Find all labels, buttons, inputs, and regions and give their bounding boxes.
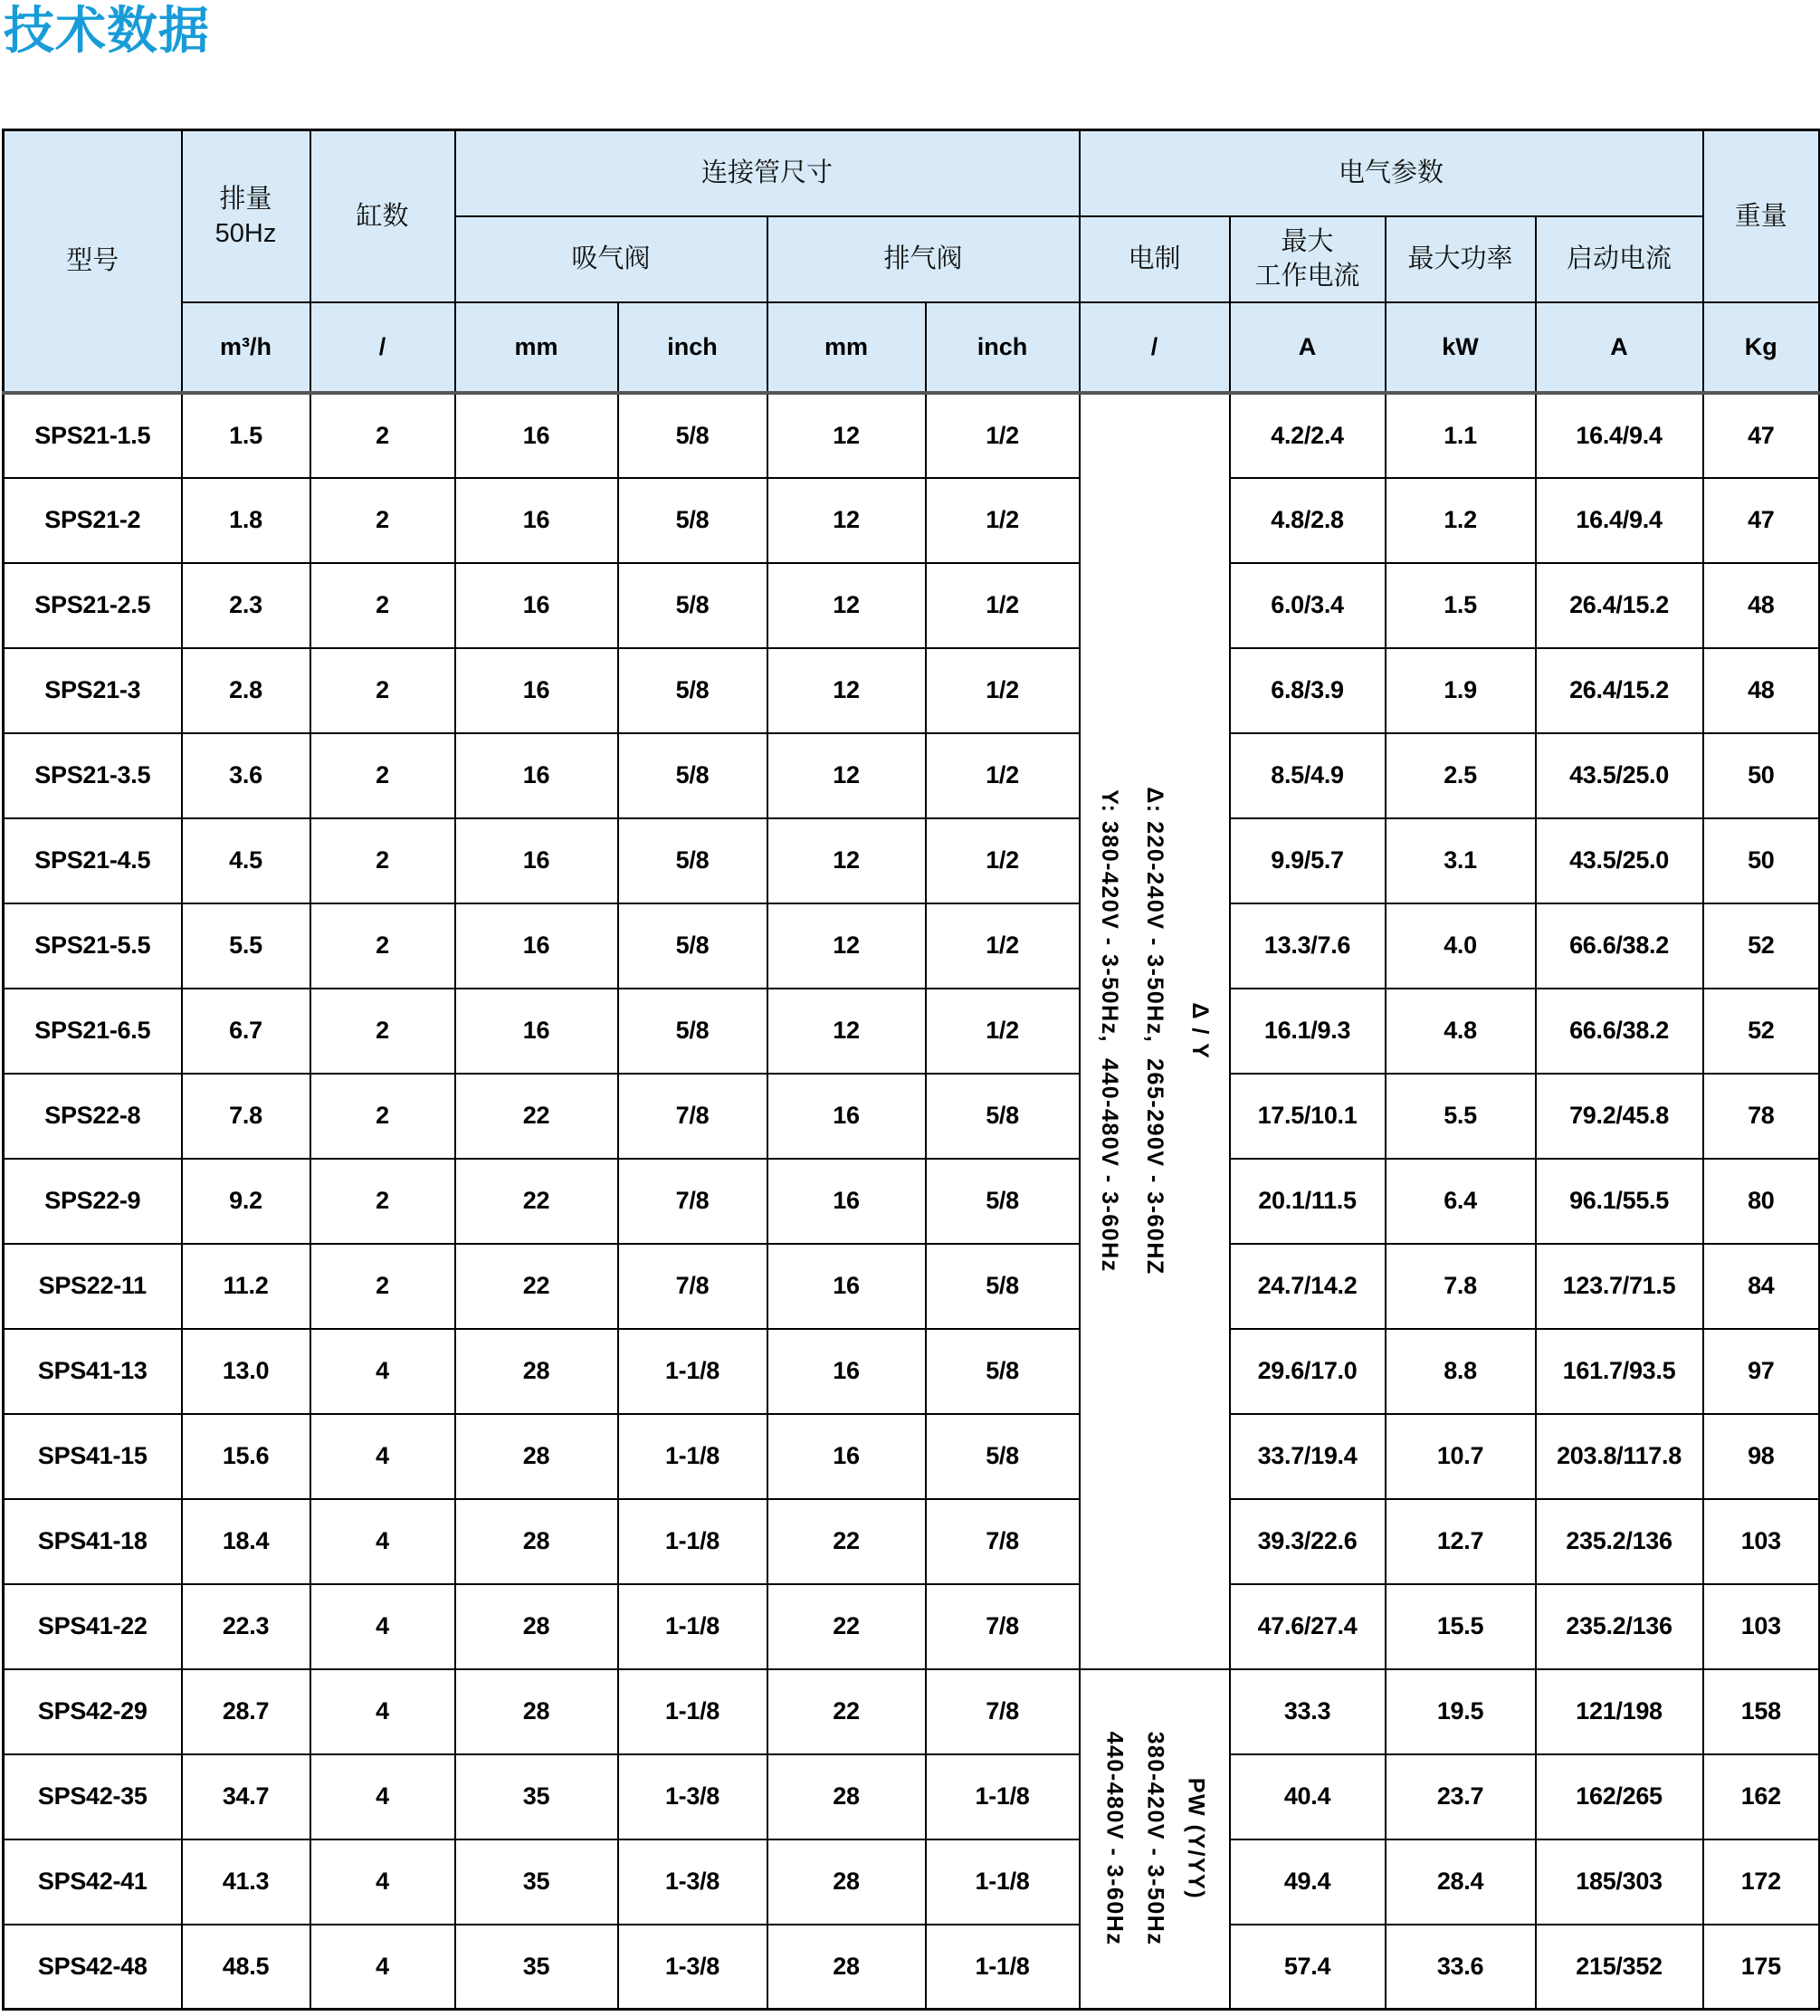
max-current-cell: 13.3/7.6 [1230,903,1386,989]
max-power-cell: 8.8 [1386,1329,1536,1414]
cylinders-cell: 4 [310,1925,455,2010]
power-supply-delta-y-label: Δ / Y [1186,1002,1213,1060]
suction-mm-cell: 16 [455,989,618,1074]
start-current-cell: 121/198 [1536,1669,1703,1754]
max-current-cell: 29.6/17.0 [1230,1329,1386,1414]
discharge-mm-cell: 16 [767,1244,926,1329]
discharge-mm-cell: 12 [767,648,926,733]
max-current-cell: 33.3 [1230,1669,1386,1754]
weight-cell: 80 [1703,1159,1820,1244]
header-suction-valve: 吸气阀 [455,216,767,302]
table-row [4,1499,1820,1584]
suction-mm-cell: 16 [455,733,618,818]
cylinders-cell: 2 [310,393,455,478]
cylinders-cell: 2 [310,478,455,563]
suction-inch-cell: 1-1/8 [618,1584,767,1669]
displacement-cell: 41.3 [182,1839,310,1925]
suction-inch-cell: 1-3/8 [618,1925,767,2010]
table-row [4,1669,1820,1754]
max-power-cell: 6.4 [1386,1159,1536,1244]
table-row [4,903,1820,989]
max-current-cell: 4.2/2.4 [1230,393,1386,478]
max-power-cell: 7.8 [1386,1244,1536,1329]
model-cell: SPS42-29 [4,1669,182,1754]
max-current-cell: 49.4 [1230,1839,1386,1925]
table-row [4,733,1820,818]
max-current-cell: 6.8/3.9 [1230,648,1386,733]
table-row [4,1074,1820,1159]
suction-inch-cell: 7/8 [618,1244,767,1329]
unit-cylinders: / [310,302,455,393]
power-supply-delta-y-line1: Δ: 220-240V - 3-50Hz, 265-290V - 3-60HZ [1141,787,1167,1276]
suction-mm-cell: 35 [455,1754,618,1839]
power-supply-pw-cell [1080,1669,1230,2010]
start-current-cell: 43.5/25.0 [1536,733,1703,818]
discharge-mm-cell: 22 [767,1584,926,1669]
suction-mm-cell: 35 [455,1839,618,1925]
max-current-cell: 47.6/27.4 [1230,1584,1386,1669]
displacement-cell: 2.8 [182,648,310,733]
weight-cell: 98 [1703,1414,1820,1499]
cylinders-cell: 2 [310,1244,455,1329]
header-displacement-line1: 排量 [219,184,272,214]
suction-inch-cell: 5/8 [618,478,767,563]
max-power-cell: 5.5 [1386,1074,1536,1159]
max-current-cell: 6.0/3.4 [1230,563,1386,648]
max-current-cell: 57.4 [1230,1925,1386,2010]
suction-mm-cell: 16 [455,903,618,989]
discharge-mm-cell: 12 [767,478,926,563]
suction-mm-cell: 16 [455,563,618,648]
page-title: 技术数据 [4,2,210,59]
discharge-inch-cell: 1/2 [926,393,1080,478]
start-current-cell: 123.7/71.5 [1536,1244,1703,1329]
max-current-cell: 20.1/11.5 [1230,1159,1386,1244]
max-current-cell: 4.8/2.8 [1230,478,1386,563]
cylinders-cell: 4 [310,1669,455,1754]
discharge-mm-cell: 16 [767,1329,926,1414]
suction-inch-cell: 5/8 [618,989,767,1074]
start-current-cell: 185/303 [1536,1839,1703,1925]
max-power-cell: 1.2 [1386,478,1536,563]
discharge-mm-cell: 16 [767,1414,926,1499]
cylinders-cell: 4 [310,1584,455,1669]
model-cell: SPS21-4.5 [4,818,182,903]
table-header [4,130,1820,393]
suction-mm-cell: 16 [455,393,618,478]
spec-table [2,129,1820,2011]
displacement-cell: 22.3 [182,1584,310,1669]
power-supply-pw-label: PW (Y/YY) [1183,1778,1209,1900]
unit-max-current: A [1230,302,1386,393]
weight-cell: 48 [1703,648,1820,733]
cylinders-cell: 2 [310,818,455,903]
displacement-cell: 9.2 [182,1159,310,1244]
unit-power-supply: / [1080,302,1230,393]
displacement-cell: 28.7 [182,1669,310,1754]
suction-mm-cell: 28 [455,1329,618,1414]
power-supply-delta-y-cell [1080,393,1230,1669]
displacement-cell: 18.4 [182,1499,310,1584]
discharge-mm-cell: 12 [767,393,926,478]
discharge-inch-cell: 5/8 [926,1074,1080,1159]
table-row [4,1839,1820,1925]
model-cell: SPS42-48 [4,1925,182,2010]
suction-inch-cell: 5/8 [618,648,767,733]
start-current-cell: 16.4/9.4 [1536,478,1703,563]
weight-cell: 50 [1703,733,1820,818]
model-cell: SPS21-1.5 [4,393,182,478]
cylinders-cell: 4 [310,1329,455,1414]
max-current-cell: 17.5/10.1 [1230,1074,1386,1159]
model-cell: SPS21-5.5 [4,903,182,989]
cylinders-cell: 2 [310,733,455,818]
discharge-inch-cell: 5/8 [926,1329,1080,1414]
table-body [4,393,1820,2010]
header-displacement [182,130,310,302]
model-cell: SPS21-2 [4,478,182,563]
weight-cell: 52 [1703,903,1820,989]
weight-cell: 78 [1703,1074,1820,1159]
weight-cell: 84 [1703,1244,1820,1329]
header-power-supply: 电制 [1080,216,1230,302]
header-displacement-line2: 50Hz [214,218,277,248]
max-current-cell: 8.5/4.9 [1230,733,1386,818]
suction-mm-cell: 16 [455,818,618,903]
power-supply-pw-line1: 380-420V - 3-50Hz [1142,1731,1168,1946]
weight-cell: 162 [1703,1754,1820,1839]
header-max-current-line1: 最大 [1281,227,1334,256]
table-row [4,1754,1820,1839]
max-power-cell: 23.7 [1386,1754,1536,1839]
unit-discharge-mm: mm [767,302,926,393]
discharge-mm-cell: 28 [767,1839,926,1925]
model-cell: SPS22-9 [4,1159,182,1244]
table-row [4,989,1820,1074]
model-cell: SPS41-15 [4,1414,182,1499]
max-current-cell: 39.3/22.6 [1230,1499,1386,1584]
cylinders-cell: 2 [310,989,455,1074]
discharge-inch-cell: 1/2 [926,818,1080,903]
weight-cell: 47 [1703,478,1820,563]
suction-mm-cell: 22 [455,1074,618,1159]
header-electrical: 电气参数 [1080,130,1703,216]
model-cell: SPS22-11 [4,1244,182,1329]
start-current-cell: 16.4/9.4 [1536,393,1703,478]
cylinders-cell: 2 [310,648,455,733]
discharge-inch-cell: 1-1/8 [926,1925,1080,2010]
discharge-mm-cell: 28 [767,1754,926,1839]
suction-inch-cell: 1-3/8 [618,1839,767,1925]
weight-cell: 103 [1703,1584,1820,1669]
header-model: 型号 [4,130,182,393]
start-current-cell: 235.2/136 [1536,1499,1703,1584]
header-start-current: 启动电流 [1536,216,1703,302]
model-cell: SPS21-6.5 [4,989,182,1074]
power-supply-pw-text [1093,1676,1215,2002]
weight-cell: 103 [1703,1499,1820,1584]
cylinders-cell: 2 [310,1074,455,1159]
discharge-inch-cell: 1-1/8 [926,1839,1080,1925]
header-max-current [1230,216,1386,302]
power-supply-delta-y-line2: Y: 380-420V - 3-50Hz, 440-480V - 3-60Hz [1096,789,1122,1273]
start-current-cell: 215/352 [1536,1925,1703,2010]
cylinders-cell: 4 [310,1754,455,1839]
start-current-cell: 66.6/38.2 [1536,903,1703,989]
max-power-cell: 4.0 [1386,903,1536,989]
model-cell: SPS42-41 [4,1839,182,1925]
max-power-cell: 3.1 [1386,818,1536,903]
max-power-cell: 1.5 [1386,563,1536,648]
suction-inch-cell: 1-1/8 [618,1669,767,1754]
discharge-inch-cell: 5/8 [926,1414,1080,1499]
discharge-mm-cell: 12 [767,903,926,989]
start-current-cell: 66.6/38.2 [1536,989,1703,1074]
displacement-cell: 7.8 [182,1074,310,1159]
power-supply-delta-y-text [1087,678,1223,1384]
max-power-cell: 4.8 [1386,989,1536,1074]
suction-inch-cell: 7/8 [618,1159,767,1244]
suction-inch-cell: 1-1/8 [618,1499,767,1584]
suction-inch-cell: 5/8 [618,563,767,648]
cylinders-cell: 2 [310,563,455,648]
discharge-mm-cell: 12 [767,818,926,903]
start-current-cell: 43.5/25.0 [1536,818,1703,903]
discharge-inch-cell: 7/8 [926,1584,1080,1669]
max-power-cell: 1.1 [1386,393,1536,478]
discharge-mm-cell: 12 [767,989,926,1074]
discharge-mm-cell: 12 [767,733,926,818]
header-max-current-line2: 工作电流 [1254,262,1360,291]
suction-inch-cell: 1-3/8 [618,1754,767,1839]
start-current-cell: 96.1/55.5 [1536,1159,1703,1244]
displacement-cell: 34.7 [182,1754,310,1839]
suction-mm-cell: 35 [455,1925,618,2010]
discharge-inch-cell: 1/2 [926,563,1080,648]
weight-cell: 50 [1703,818,1820,903]
suction-inch-cell: 1-1/8 [618,1329,767,1414]
max-current-cell: 40.4 [1230,1754,1386,1839]
suction-mm-cell: 28 [455,1669,618,1754]
suction-mm-cell: 28 [455,1414,618,1499]
weight-cell: 52 [1703,989,1820,1074]
table-row [4,1244,1820,1329]
displacement-cell: 4.5 [182,818,310,903]
weight-cell: 158 [1703,1669,1820,1754]
discharge-inch-cell: 1/2 [926,903,1080,989]
displacement-cell: 2.3 [182,563,310,648]
table-row [4,648,1820,733]
unit-start-current: A [1536,302,1703,393]
unit-suction-inch: inch [618,302,767,393]
discharge-inch-cell: 5/8 [926,1244,1080,1329]
model-cell: SPS41-13 [4,1329,182,1414]
discharge-inch-cell: 5/8 [926,1159,1080,1244]
displacement-cell: 3.6 [182,733,310,818]
model-cell: SPS21-3 [4,648,182,733]
start-current-cell: 162/265 [1536,1754,1703,1839]
unit-weight: Kg [1703,302,1820,393]
max-power-cell: 28.4 [1386,1839,1536,1925]
model-cell: SPS41-18 [4,1499,182,1584]
table-row [4,478,1820,563]
start-current-cell: 161.7/93.5 [1536,1329,1703,1414]
max-power-cell: 10.7 [1386,1414,1536,1499]
unit-discharge-inch: inch [926,302,1080,393]
suction-mm-cell: 22 [455,1244,618,1329]
table-row [4,563,1820,648]
header-weight: 重量 [1703,130,1820,302]
model-cell: SPS42-35 [4,1754,182,1839]
table-row [4,1329,1820,1414]
model-cell: SPS21-2.5 [4,563,182,648]
discharge-inch-cell: 7/8 [926,1499,1080,1584]
table-row [4,1584,1820,1669]
header-pipe-size: 连接管尺寸 [455,130,1080,216]
discharge-inch-cell: 1-1/8 [926,1754,1080,1839]
discharge-inch-cell: 1/2 [926,733,1080,818]
weight-cell: 175 [1703,1925,1820,2010]
suction-mm-cell: 16 [455,648,618,733]
cylinders-cell: 4 [310,1499,455,1584]
unit-displacement: m³/h [182,302,310,393]
unit-suction-mm: mm [455,302,618,393]
discharge-mm-cell: 16 [767,1159,926,1244]
max-current-cell: 24.7/14.2 [1230,1244,1386,1329]
suction-inch-cell: 5/8 [618,818,767,903]
discharge-mm-cell: 12 [767,563,926,648]
start-current-cell: 203.8/117.8 [1536,1414,1703,1499]
model-cell: SPS41-22 [4,1584,182,1669]
displacement-cell: 1.5 [182,393,310,478]
displacement-cell: 5.5 [182,903,310,989]
weight-cell: 172 [1703,1839,1820,1925]
max-current-cell: 33.7/19.4 [1230,1414,1386,1499]
discharge-mm-cell: 28 [767,1925,926,2010]
discharge-mm-cell: 22 [767,1499,926,1584]
discharge-mm-cell: 22 [767,1669,926,1754]
displacement-cell: 11.2 [182,1244,310,1329]
header-cylinders: 缸数 [310,130,455,302]
suction-mm-cell: 28 [455,1584,618,1669]
cylinders-cell: 4 [310,1839,455,1925]
suction-inch-cell: 5/8 [618,903,767,989]
weight-cell: 97 [1703,1329,1820,1414]
table-row [4,1414,1820,1499]
table-row [4,1925,1820,2010]
table-row [4,1159,1820,1244]
cylinders-cell: 4 [310,1414,455,1499]
max-power-cell: 19.5 [1386,1669,1536,1754]
start-current-cell: 26.4/15.2 [1536,563,1703,648]
max-power-cell: 33.6 [1386,1925,1536,2010]
discharge-inch-cell: 7/8 [926,1669,1080,1754]
discharge-mm-cell: 16 [767,1074,926,1159]
suction-mm-cell: 28 [455,1499,618,1584]
suction-inch-cell: 5/8 [618,393,767,478]
start-current-cell: 235.2/136 [1536,1584,1703,1669]
cylinders-cell: 2 [310,903,455,989]
start-current-cell: 79.2/45.8 [1536,1074,1703,1159]
displacement-cell: 48.5 [182,1925,310,2010]
suction-mm-cell: 16 [455,478,618,563]
header-max-power: 最大功率 [1386,216,1536,302]
displacement-cell: 13.0 [182,1329,310,1414]
displacement-cell: 15.6 [182,1414,310,1499]
model-cell: SPS22-8 [4,1074,182,1159]
suction-inch-cell: 7/8 [618,1074,767,1159]
table-row [4,818,1820,903]
max-current-cell: 9.9/5.7 [1230,818,1386,903]
suction-inch-cell: 5/8 [618,733,767,818]
max-current-cell: 16.1/9.3 [1230,989,1386,1074]
weight-cell: 48 [1703,563,1820,648]
cylinders-cell: 2 [310,1159,455,1244]
header-discharge-valve: 排气阀 [767,216,1080,302]
max-power-cell: 1.9 [1386,648,1536,733]
model-cell: SPS21-3.5 [4,733,182,818]
power-supply-pw-line2: 440-480V - 3-60Hz [1101,1731,1128,1946]
max-power-cell: 15.5 [1386,1584,1536,1669]
suction-mm-cell: 22 [455,1159,618,1244]
unit-max-power: kW [1386,302,1536,393]
discharge-inch-cell: 1/2 [926,989,1080,1074]
table-row [4,393,1820,478]
weight-cell: 47 [1703,393,1820,478]
displacement-cell: 1.8 [182,478,310,563]
discharge-inch-cell: 1/2 [926,478,1080,563]
discharge-inch-cell: 1/2 [926,648,1080,733]
suction-inch-cell: 1-1/8 [618,1414,767,1499]
start-current-cell: 26.4/15.2 [1536,648,1703,733]
max-power-cell: 12.7 [1386,1499,1536,1584]
displacement-cell: 6.7 [182,989,310,1074]
max-power-cell: 2.5 [1386,733,1536,818]
